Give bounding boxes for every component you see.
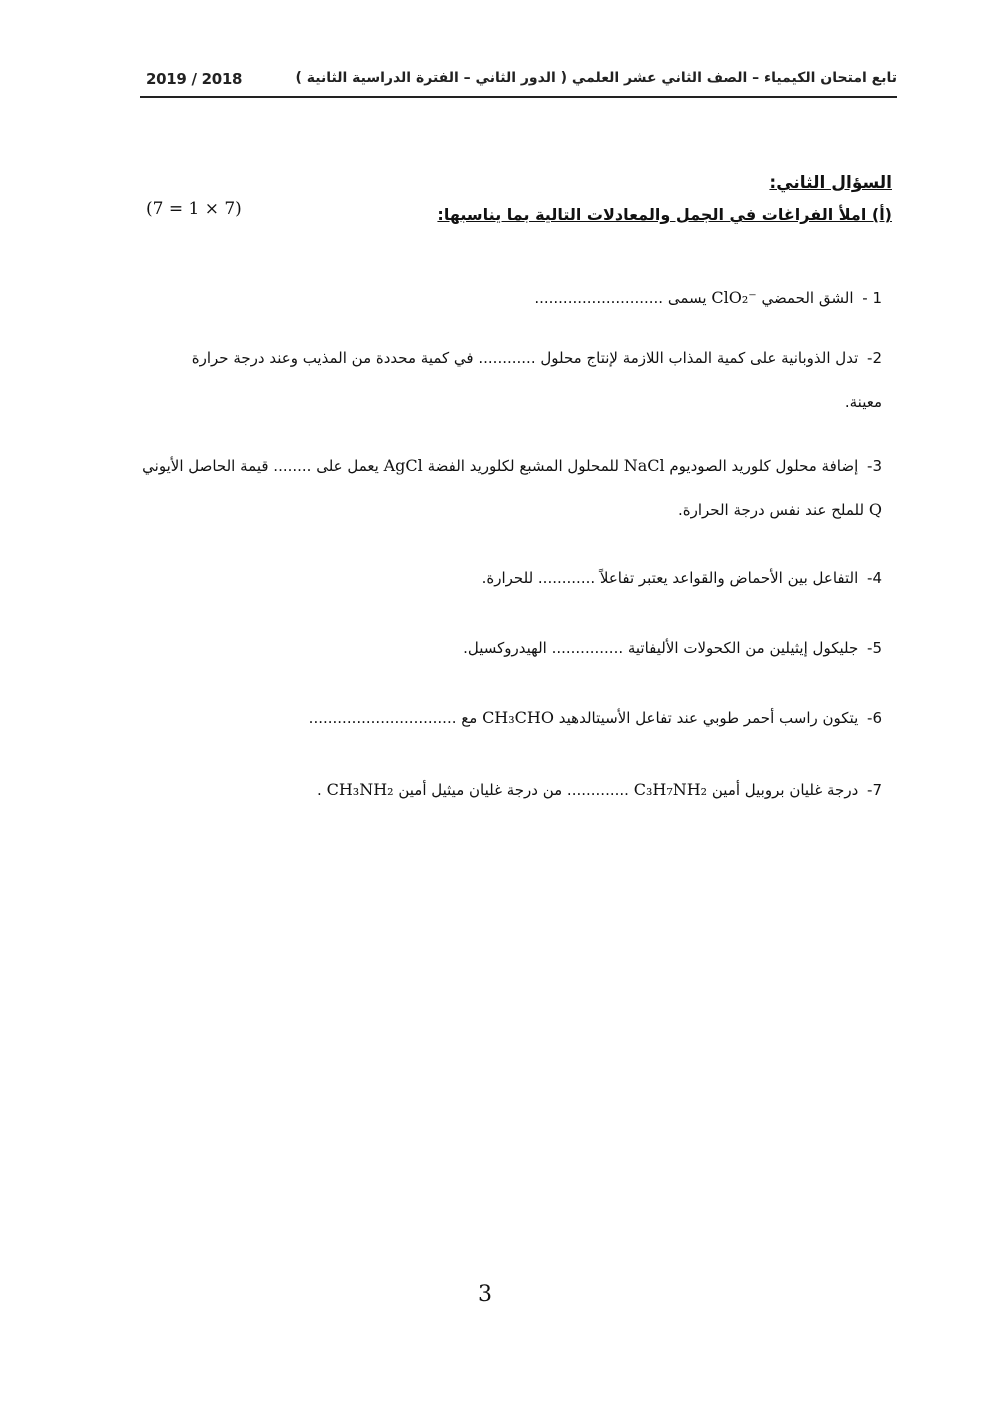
- item-text: للمحلول المشبع لكلوريد الفضة: [427, 457, 619, 475]
- chem-formula: CH₃CHO: [482, 708, 554, 727]
- item-text: درجة غليان بروبيل أمين: [711, 781, 859, 799]
- chem-formula: NaCl: [623, 456, 665, 475]
- chem-formula: ClO₂⁻: [711, 288, 757, 307]
- question-item-5: [362, 626, 882, 670]
- question-item-6: [160, 696, 882, 740]
- chem-formula: AgCl: [383, 456, 423, 475]
- question-marks: (7 = 1 × 7): [146, 199, 242, 219]
- chem-formula: CH₃NH₂: [326, 780, 394, 799]
- item-text: يسمى ...........................: [534, 289, 707, 307]
- item-text: الشق الحمضي: [761, 289, 854, 307]
- question-item-7: [192, 768, 882, 812]
- question-item-3: [140, 444, 882, 532]
- question-instruction: (أ) املأ الفراغات في الجمل والمعادلات التالية بما يناسبها:: [437, 205, 892, 224]
- item-number: 6-: [867, 709, 882, 727]
- item-number: 7-: [867, 781, 882, 799]
- header-divider: [140, 96, 897, 98]
- item-number: 2-: [867, 349, 882, 367]
- question-title: السؤال الثاني:: [769, 173, 892, 193]
- item-text: مع ...............................: [308, 709, 478, 727]
- item-number: 3-: [867, 457, 882, 475]
- exam-header-year: 2019 / 2018: [146, 70, 243, 88]
- page-number: 3: [478, 1282, 492, 1307]
- exam-header: [140, 70, 897, 96]
- item-text: إضافة محلول كلوريد الصوديوم: [669, 457, 859, 475]
- chem-formula: Q: [868, 500, 882, 519]
- question-item-4: [362, 556, 882, 600]
- question-item-1: [422, 276, 882, 320]
- item-text: تدل الذوبانية على كمية المذاب اللازمة لإنتاج محلول ............ في كمية محددة من المذيب وعند درجة حرارة معينة.: [191, 349, 882, 411]
- item-text: للملح عند نفس درجة الحرارة.: [677, 501, 865, 519]
- item-text: جليكول إيثيلين من الكحولات الأليفاتية ............... الهيدروكسيل.: [463, 639, 859, 657]
- exam-header-title: تابع امتحان الكيمياء – الصف الثاني عشر العلمي ( الدور الثاني – الفترة الدراسية الثانية ): [295, 70, 897, 86]
- item-number: 5-: [867, 639, 882, 657]
- item-text: ............. من درجة غليان ميثيل أمين: [398, 781, 629, 799]
- item-text: التفاعل بين الأحماض والقواعد يعتبر تفاعلاً ............ للحرارة.: [481, 569, 859, 587]
- chem-formula: C₃H₇NH₂: [633, 780, 708, 799]
- item-text: .: [317, 781, 322, 799]
- item-text: يتكون راسب أحمر طوبي عند تفاعل الأسيتالدهيد: [558, 709, 859, 727]
- question-item-2: [180, 336, 882, 424]
- item-number: 1 -: [862, 289, 882, 307]
- item-number: 4-: [867, 569, 882, 587]
- item-text: يعمل على ........ قيمة الحاصل الأيوني: [142, 457, 379, 475]
